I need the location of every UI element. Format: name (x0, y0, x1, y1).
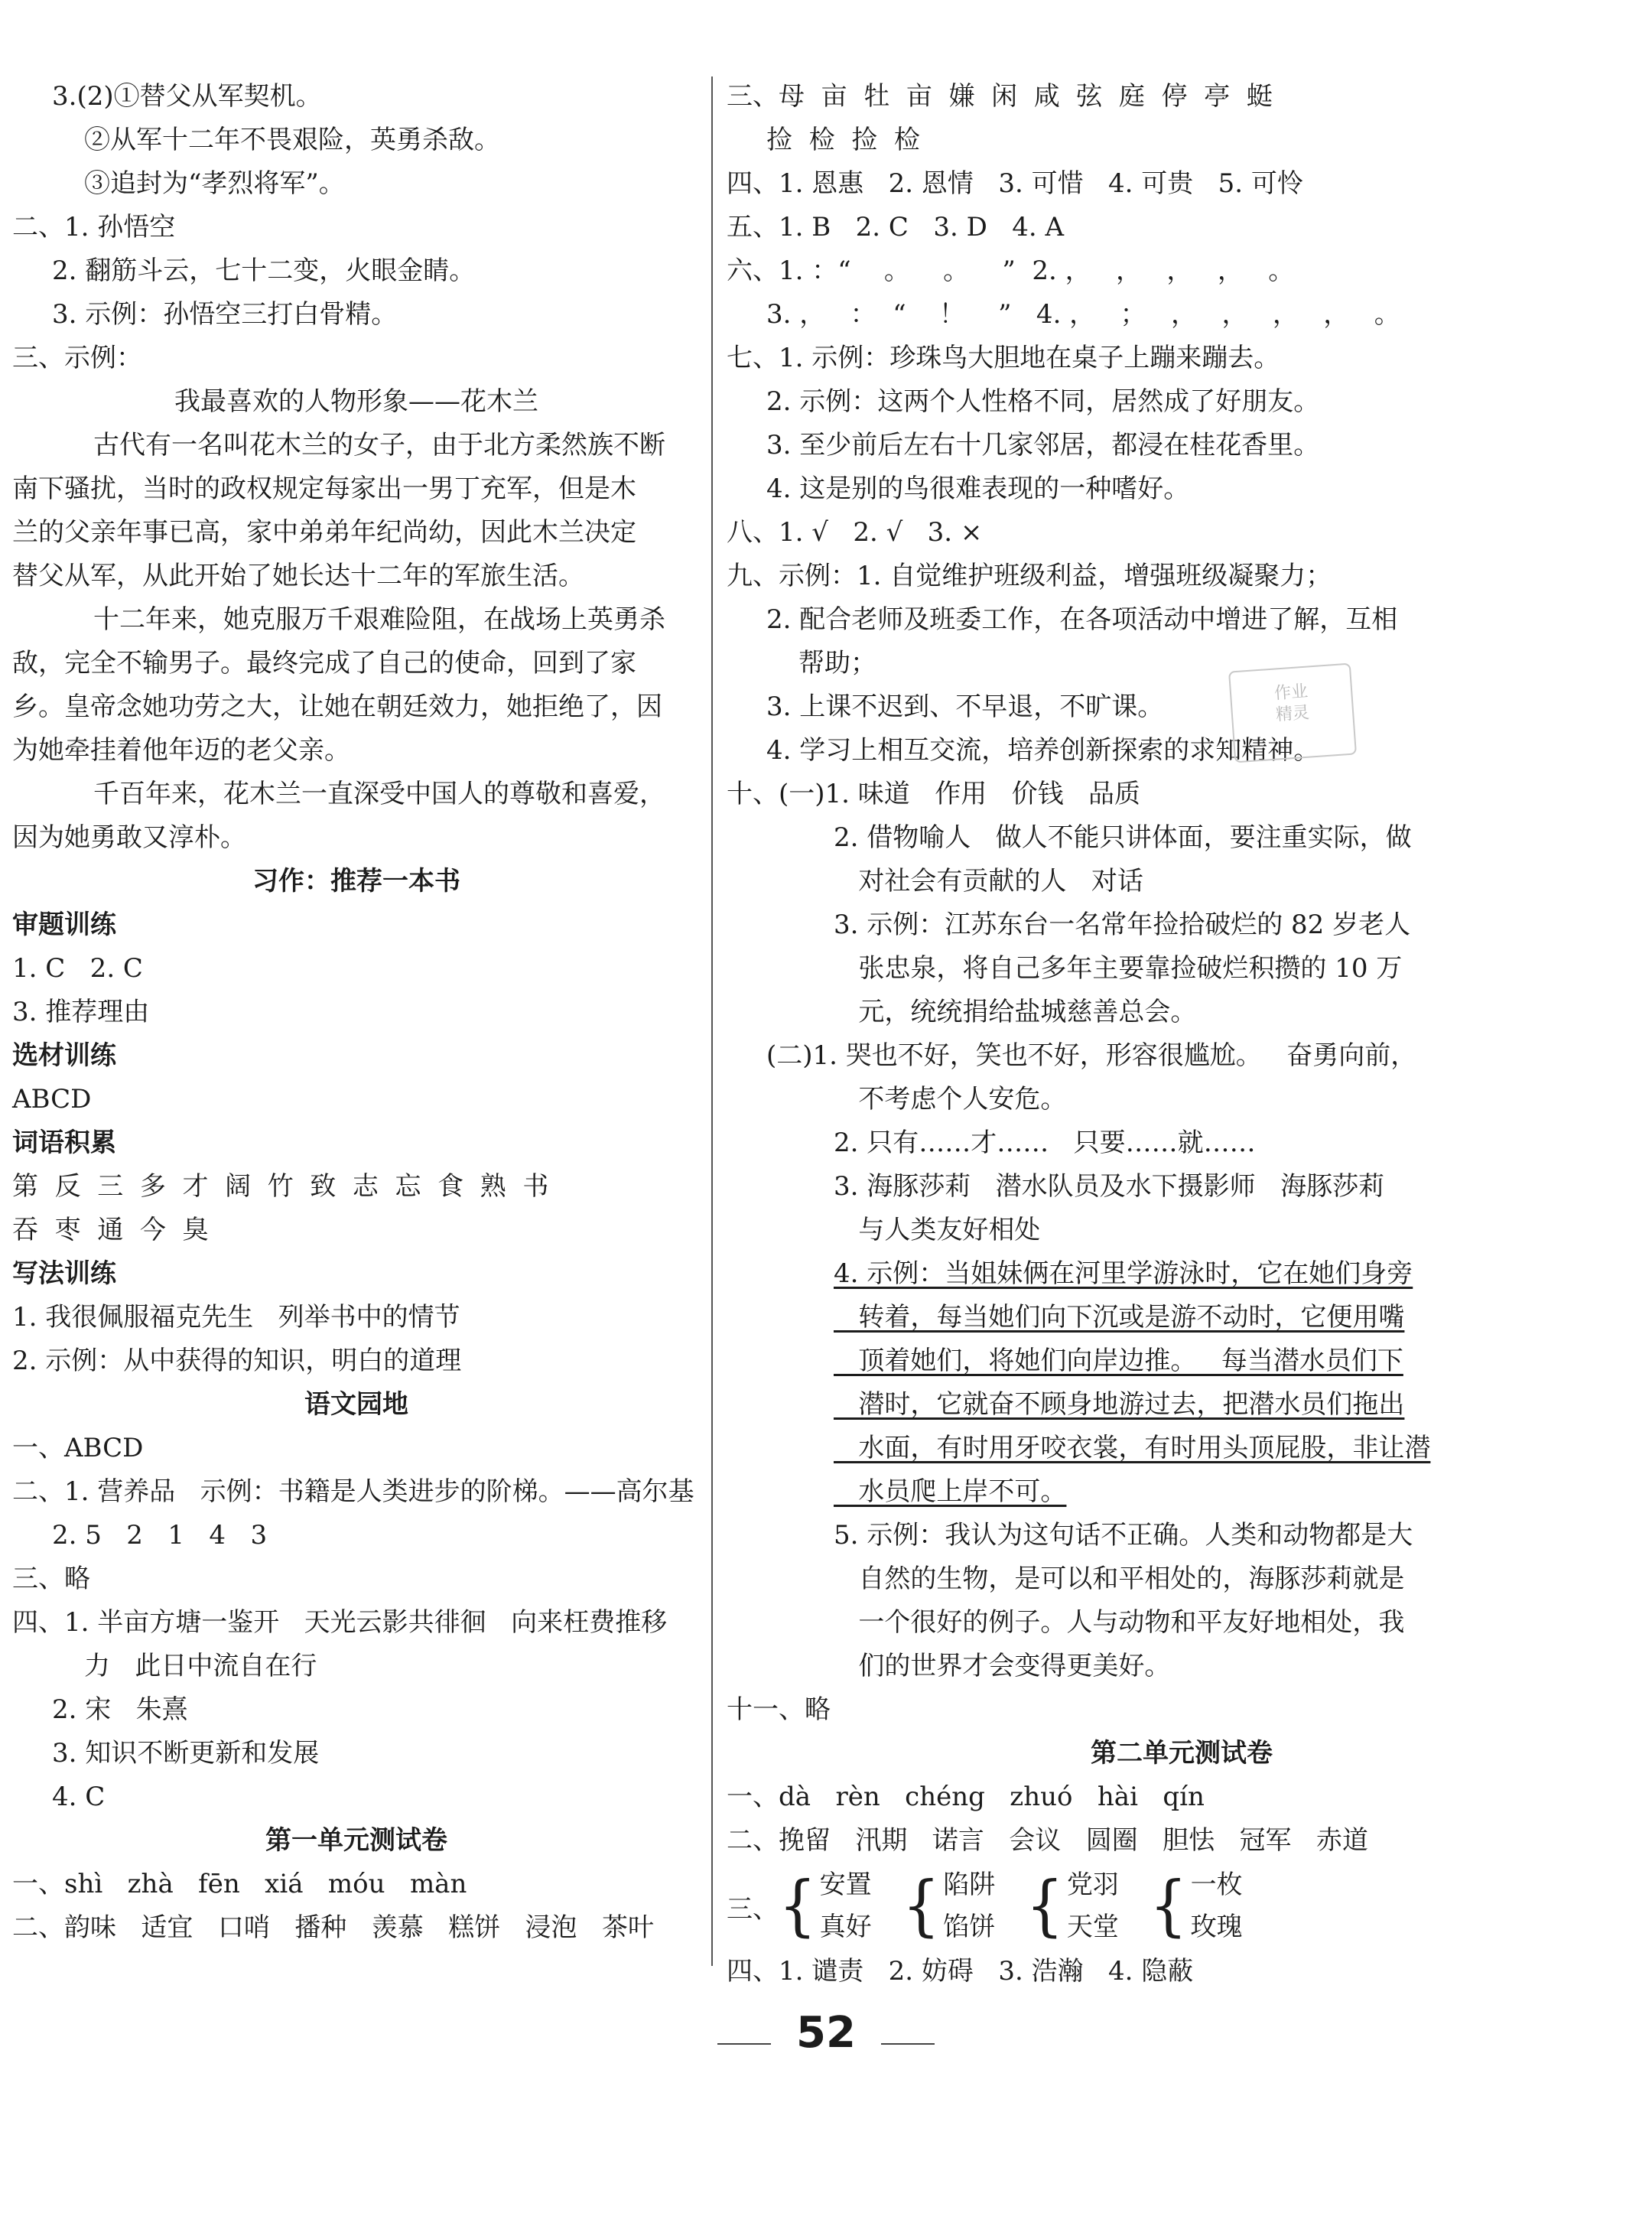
left-answer-line: 2. 5 2 1 4 3 (52, 1520, 268, 1551)
right-answer-line: 十一、略 (727, 1694, 831, 1725)
right-answer-line (727, 1296, 1637, 1339)
right-answer-line: 3. ， ： “ ！ ” 4. ， ； ， ， ， ， 。 (766, 299, 1400, 330)
left-answer-line: 二、1. 孙悟空 (12, 212, 176, 242)
left-answer-line: 2. 翻筋斗云，七十二变，火眼金睛。 (52, 255, 476, 286)
left-answer-line: 习作：推荐一本书 (252, 866, 460, 897)
right-answer-line: 捡 检 捡 检 (766, 125, 920, 155)
pair-word: 玫瑰 (1190, 1912, 1243, 1942)
right-answer-line: 4. 这是别的鸟很难表现的一种嗜好。 (766, 474, 1190, 504)
right-answer-line: 元，统统捐给盐城慈善总会。 (834, 997, 1197, 1027)
right-answer-line: 2. 只有……才…… 只要……就…… (834, 1128, 1256, 1158)
right-answer-line: 3. 示例：江苏东台一名常年捡拾破烂的 82 岁老人 (834, 910, 1411, 940)
word-pair (779, 1864, 872, 1948)
left-answer-line: ABCD (12, 1084, 92, 1115)
pair-word: 党羽 (1066, 1870, 1119, 1900)
pair-word: 一枚 (1190, 1870, 1243, 1900)
brace-icon: { (1149, 1868, 1188, 1944)
left-answer-line: 3. 知识不断更新和发展 (52, 1738, 320, 1769)
right-answer-line: 九、示例：1. 自觉维护班级利益，增强班级凝聚力； (727, 561, 1332, 591)
word-pair (902, 1864, 996, 1948)
left-answer-line: 1. 我很佩服福克先生 列举书中的情节 (12, 1302, 460, 1333)
right-answer-line: 对社会有贡献的人 对话 (834, 866, 1143, 897)
right-answer-line (727, 1339, 1637, 1383)
left-answer-line: 敌，完全不输男子。最终完成了自己的使命，回到了家 (12, 648, 636, 679)
right-answer-line: 六、1. ：“ 。 。 ” 2. ， ， ， ， 。 (727, 255, 1295, 286)
right-answer-line: 七、1. 示例：珍珠鸟大胆地在桌子上蹦来蹦去。 (727, 343, 1280, 373)
left-answer-line: 3. 示例：孙悟空三打白骨精。 (52, 299, 398, 330)
bracket-row-prefix: 三、 (727, 1893, 779, 1925)
left-answer-line: 一、shì zhà fēn xiá móu màn (12, 1869, 467, 1899)
left-answer-line: 语文园地 (304, 1389, 408, 1420)
brace-icon: { (779, 1868, 817, 1944)
right-answer-line: 一、dà rèn chéng zhuó hài qín (727, 1782, 1205, 1812)
right-answer-line: 与人类友好相处 (834, 1215, 1041, 1245)
left-answer-line: 一、ABCD (12, 1433, 144, 1463)
left-answer-line: 三、示例： (12, 343, 142, 373)
column-divider (711, 76, 713, 1966)
right-answer-line: 张忠泉，将自己多年主要靠捡破烂积攒的 10 万 (834, 953, 1403, 984)
right-answer-line (727, 1252, 1637, 1296)
bracket-pairs-row (727, 1863, 1637, 1950)
right-answer-line (727, 1427, 1637, 1470)
right-answer-line: 们的世界才会变得更美好。 (834, 1651, 1171, 1681)
right-answer-line: 2. 示例：这两个人性格不同，居然成了好朋友。 (766, 386, 1320, 417)
left-answer-line: 十二年来，她克服万千艰难险阻，在战场上英勇杀 (93, 604, 665, 635)
left-answer-line: 审题训练 (12, 910, 116, 940)
right-answer-line: 十、(一)1. 味道 作用 价钱 品质 (727, 779, 1141, 809)
left-answer-line: 4. C (52, 1782, 106, 1812)
underlined-answer-text: 水面，有时用牙咬衣裳，有时用头顶屁股，非让潜 (834, 1433, 1431, 1463)
left-answer-line: 我最喜欢的人物形象——花木兰 (174, 386, 538, 417)
left-answer-line: 3. 推荐理由 (12, 997, 150, 1027)
right-answer-line: 帮助； (798, 648, 876, 679)
brace-icon: { (1026, 1868, 1064, 1944)
right-answer-line: 四、1. 谴责 2. 妨碍 3. 浩瀚 4. 隐蔽 (727, 1956, 1194, 1987)
page-footer (0, 2008, 1652, 2058)
pair-word: 天堂 (1066, 1912, 1119, 1942)
left-answer-line: 1. C 2. C (12, 953, 143, 984)
left-answer-line: 第一单元测试卷 (265, 1825, 447, 1856)
left-answer-line: 2. 宋 朱熹 (52, 1694, 188, 1725)
right-answer-line: 4. 学习上相互交流，培养创新探索的求知精神。 (766, 735, 1320, 766)
underlined-answer-text: 水员爬上岸不可。 (834, 1476, 1067, 1507)
right-answer-line: 四、1. 恩惠 2. 恩情 3. 可惜 4. 可贵 5. 可怜 (727, 168, 1303, 199)
pair-word: 真好 (819, 1912, 872, 1942)
right-column (727, 75, 1637, 1993)
right-answer-line (727, 1470, 1637, 1514)
right-answer-line: 2. 借物喻人 做人不能只讲体面，要注重实际，做 (834, 822, 1412, 853)
footer-rule-left (717, 2043, 771, 2045)
left-answer-line: 吞 枣 通 今 臭 (12, 1215, 209, 1245)
right-answer-line: 3. 海豚莎莉 潜水队员及水下摄影师 海豚莎莉 (834, 1171, 1385, 1202)
left-answer-line: 四、1. 半亩方塘一鉴开 天光云影共徘徊 向来枉费推移 (12, 1607, 668, 1638)
footer-rule-right (881, 2043, 935, 2045)
left-answer-line: 千百年来，花木兰一直深受中国人的尊敬和喜爱， (93, 779, 665, 809)
left-answer-line: 词语积累 (12, 1128, 116, 1158)
right-answer-line: 三、母 亩 牡 亩 嫌 闲 咸 弦 庭 停 亭 蜓 (727, 81, 1273, 112)
right-answer-line: 不考虑个人安危。 (834, 1084, 1067, 1115)
left-column (12, 75, 701, 1950)
pair-word: 陷阱 (943, 1870, 996, 1900)
word-pair (1026, 1864, 1119, 1948)
left-answer-line: 三、略 (12, 1564, 90, 1594)
word-pair (1150, 1864, 1243, 1948)
right-answer-line: 二、挽留 汛期 诺言 会议 圆圈 胆怯 冠军 赤道 (727, 1825, 1368, 1856)
left-answer-line: 替父从军，从此开始了她长达十二年的军旅生活。 (12, 561, 584, 591)
right-answer-line: (二)1. 哭也不好，笑也不好，形容很尴尬。 奋勇向前， (766, 1040, 1417, 1071)
right-answer-line: 3. 上课不迟到、不早退，不旷课。 (766, 692, 1164, 722)
left-answer-line: 力 此日中流自在行 (84, 1651, 317, 1681)
page-number: 52 (796, 2008, 856, 2058)
right-answer-line: 八、1. √ 2. √ 3. × (727, 517, 983, 548)
left-answer-line: ②从军十二年不畏艰险，英勇杀敌。 (84, 125, 500, 155)
underlined-answer-text: 4. 示例：当姐妹俩在河里学游泳时，它在她们身旁 (834, 1258, 1413, 1289)
underlined-answer-text: 顶着她们，将她们向岸边推。 每当潜水员们下 (834, 1346, 1403, 1376)
left-answer-line: 写法训练 (12, 1258, 116, 1289)
left-answer-line: 乡。皇帝念她功劳之大，让她在朝廷效力，她拒绝了，因 (12, 692, 662, 722)
left-answer-line: 3.(2)①替父从军契机。 (52, 81, 322, 112)
left-answer-line: ③追封为“孝烈将军”。 (84, 168, 345, 199)
right-answer-line: 5. 示例：我认为这句话不正确。人类和动物都是大 (834, 1520, 1413, 1551)
right-answer-line: 自然的生物，是可以和平相处的，海豚莎莉就是 (834, 1564, 1405, 1594)
pair-word: 安置 (819, 1870, 872, 1900)
pair-word: 馅饼 (943, 1912, 996, 1942)
right-answer-line (727, 1383, 1637, 1427)
left-answer-line: 选材训练 (12, 1040, 116, 1071)
right-answer-line: 3. 至少前后左右十几家邻居，都浸在桂花香里。 (766, 430, 1320, 460)
left-answer-line: 2. 示例：从中获得的知识，明白的道理 (12, 1346, 462, 1376)
watermark-stamp: 作业 精灵 (1228, 663, 1357, 763)
left-answer-line: 古代有一名叫花木兰的女子，由于北方柔然族不断 (93, 430, 665, 460)
left-answer-line: 二、1. 营养品 示例：书籍是人类进步的阶梯。——高尔基 (12, 1476, 694, 1507)
left-answer-line: 第 反 三 多 才 阔 竹 致 志 忘 食 熟 书 (12, 1171, 549, 1202)
underlined-answer-text: 转着，每当她们向下沉或是游不动时，它便用嘴 (834, 1302, 1405, 1333)
left-answer-line: 为她牵挂着他年迈的老父亲。 (12, 735, 350, 766)
left-answer-line: 二、韵味 适宜 口哨 播种 羡慕 糕饼 浸泡 茶叶 (12, 1912, 654, 1943)
right-answer-line: 一个很好的例子。人与动物和平友好地相处，我 (834, 1607, 1405, 1638)
right-answer-line: 2. 配合老师及班委工作，在各项活动中增进了解，互相 (766, 604, 1398, 635)
left-answer-line: 兰的父亲年事已高，家中弟弟年纪尚幼，因此木兰决定 (12, 517, 636, 548)
underlined-answer-text: 潜时，它就奋不顾身地游过去，把潜水员们拖出 (834, 1389, 1405, 1420)
right-answer-line: 五、1. B 2. C 3. D 4. A (727, 212, 1065, 242)
left-answer-line: 南下骚扰，当时的政权规定每家出一男丁充军，但是木 (12, 474, 636, 504)
right-answer-line: 第二单元测试卷 (1091, 1738, 1273, 1769)
left-answer-line: 因为她勇敢又淳朴。 (12, 822, 246, 853)
brace-icon: { (902, 1868, 941, 1944)
